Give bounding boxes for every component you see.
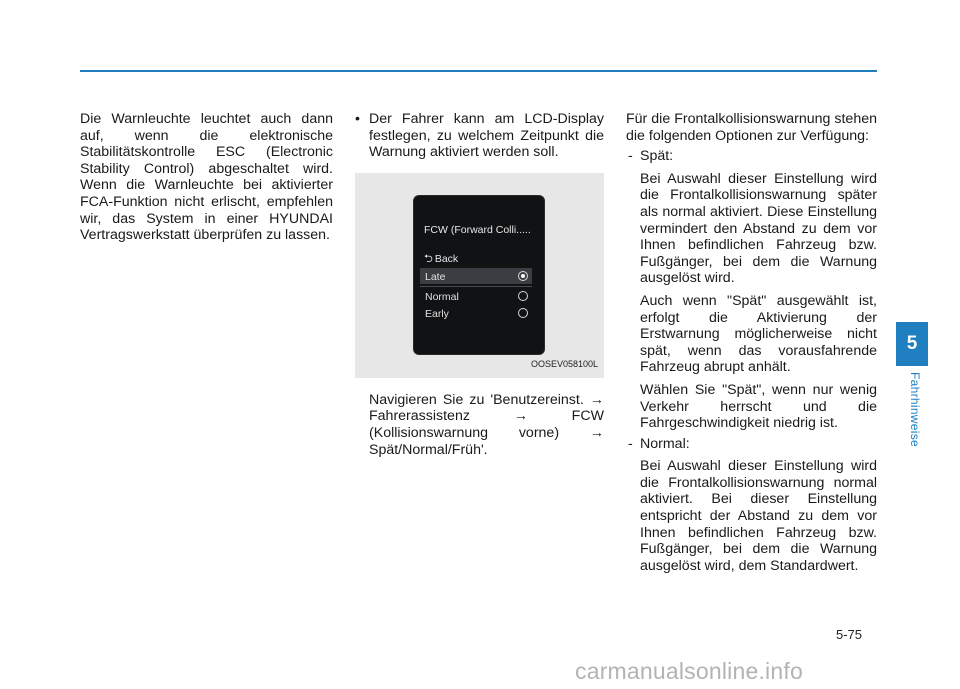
bullet-lcd-setting: • Der Fahrer kann am LCD-Display festlegen, zu welchem Zeitpunkt die Warnung aktiviert werden soll. [355, 111, 604, 161]
lcd-option-early [420, 305, 532, 321]
option-normal-paragraph: Bei Auswahl dieser Einstellung wird die Frontalkollisionswarnung normal aktiviert. Bei dieser Einstellung entspricht der Abstand zu dem vor Ihnen befindlichen Fahrzeug bzw. Fußgänger, bei dem die Warnung ausgelöst wird, dem Standardwert. [640, 458, 877, 574]
lcd-back-row [424, 251, 458, 268]
chapter-number-tab: 5 [896, 322, 928, 366]
lcd-option-late [420, 268, 532, 284]
column-middle [355, 111, 604, 458]
figure-code: OOSEV058100L [530, 359, 598, 370]
navigation-instruction: Navigieren Sie zu 'Benutzereinst. → Fahrerassistenz → FCW (Kollisionswarnung vorne) → Spät/Normal/Früh'. [369, 391, 604, 458]
page-number: 5-75 [836, 627, 863, 642]
options-intro: Für die Frontalkollisionswarnung stehen die folgenden Optionen zur Verfügung: [626, 111, 877, 144]
chapter-label: Fahrhinweise [908, 372, 922, 447]
column-left [80, 111, 333, 244]
lcd-option-label: Normal [425, 290, 459, 303]
lcd-display [413, 195, 545, 355]
lcd-back-label: Back [434, 252, 459, 265]
lcd-figure [355, 173, 604, 378]
option-late-paragraph: Auch wenn "Spät" ausgewählt ist, erfolgt die Aktivierung der Erstwarnung möglicherweise nicht spät, wenn das vorausfahrende Fahrzeug abrupt anhält. [640, 292, 877, 376]
option-late-paragraph: Wählen Sie "Spät", wenn nur wenig Verkehr herrscht und die Fahrgeschwindigkeit niedrig ist. [640, 381, 877, 432]
radio-selected-icon [518, 271, 528, 281]
warning-light-paragraph: Die Warnleuchte leuchtet auch dann auf, wenn die elektronische Stabilitätskontrolle ESC (Electronic Stability Control) abgeschaltet wird. Wenn die Warnleuchte bei aktivierter FCA-Funktion nicht erlischt, empfehlen wir, das System in einer HYUNDAI Vertragswerkstatt überprüfen zu lassen. [80, 111, 333, 244]
lcd-option-label: Late [425, 270, 446, 283]
radio-empty-icon [518, 291, 528, 301]
column-right [626, 111, 877, 574]
option-normal-label: - Normal: [626, 436, 877, 453]
back-arrow-icon: ⮌ [424, 252, 433, 265]
header-rule [80, 70, 877, 72]
lcd-title: FCW (Forward Colli..... [424, 223, 531, 236]
lcd-option-normal [420, 288, 532, 304]
option-late-paragraph: Bei Auswahl dieser Einstellung wird die Frontalkollisionswarnung später als normal aktiviert. Diese Einstellung vermindert den Abstand zu dem vor Ihnen befindlichen Fahrzeug bzw. Fußgänger, bei dem die Warnung ausgelöst wird. [640, 170, 877, 287]
option-late-label: - Spät: [626, 148, 877, 165]
lcd-option-label: Early [425, 307, 449, 320]
radio-empty-icon [518, 308, 528, 318]
lcd-separator [420, 286, 532, 287]
watermark: carmanualsonline.info [575, 658, 803, 684]
